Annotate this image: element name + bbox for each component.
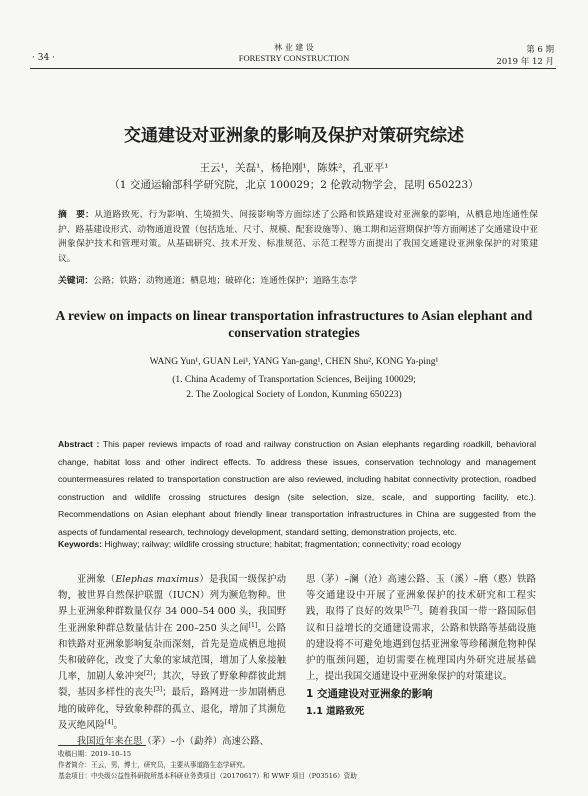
body-paragraph-2-cont (306, 572, 536, 685)
latin-name: Elephas maximus (115, 574, 200, 585)
issue-number: 第 6 期 (526, 45, 554, 55)
section-heading-1: 1 交通建设对亚洲象的影响 (306, 688, 433, 700)
abstract-en-text: This paper reviews impacts of road and railway construction on Asian elephants regarding roadkill, behavioral change, habitat loss and other indirect effects. To address these issues, conservation technology and management countermeasures related to transportation construction are also reviewed, including habitat connectivity protection, roadbed construction and wildlife crossing structures design (site selection, size, scale, and supporting facility, etc.). Recommendations on Asian elephant about friendly linear transportation infrastructures in China are suggested from the aspects of fundamental research, technology development, standard setting, demonstration projects, etc. (58, 439, 537, 537)
section-heading-1-1: 1.1 道路致死 (306, 706, 365, 717)
title-cn: 交通建设对亚洲象的影响及保护对策研究综述 (124, 126, 464, 146)
affiliation-en (0, 373, 588, 403)
body-column-right (306, 572, 536, 685)
footnote-fund: 基金项目：中央级公益性科研院所基本科研业务费项目（20170617）和 WWF 项目（P03516）资助 (58, 772, 357, 780)
abstract-cn-label: 摘 要： (58, 210, 95, 220)
citation: [2] (143, 670, 153, 678)
body-paragraph-1 (58, 572, 286, 734)
body-text: ）是我国一级保护动物，被世界自然保护联盟（IUCN）列为濒危物种。世界上亚洲象种群数量仅存 34 000–54 000 头，我国野生亚洲象种群总数量估计在 200–250 头之间 (58, 574, 286, 634)
issue-info (496, 44, 554, 68)
body-text: 。公路和铁路对亚洲象影响复杂而深刻，首先是造成栖息地损失和破碎化，改变了大象的家域范围，增加了人象接触几率，加剧人象冲突 (58, 622, 286, 683)
issue-date: 2019 年 12 月 (496, 57, 554, 67)
footnote-author: 作者简介：王云，男，博士，研究员，主要从事道路生态学研究。 (58, 761, 250, 769)
affiliation-cn: （1 交通运输部科学研究院，北京 100029；2 伦敦动物学会，昆明 650223） (109, 179, 479, 191)
abstract-en (58, 436, 536, 541)
body-text: ；最后，路网进一步加剧栖息地的破碎化，导致象种群的孤立、退化，增加了其濒危及灭绝风险 (58, 687, 286, 731)
citation: [1] (248, 621, 258, 629)
keywords-cn (58, 274, 538, 288)
affiliation-en-line-1: (1. China Academy of Transportation Sciences, Beijing 100029; (172, 375, 416, 385)
body-text: ；其次，导致了野象种群彼此割裂，基因多样性的丧失 (58, 671, 286, 699)
keywords-cn-text: 公路；铁路；动物通道；栖息地；破碎化；连通性保护；道路生态学 (93, 276, 358, 286)
body-text: 。 (113, 719, 123, 731)
title-en: A review on impacts on linear transportation infrastructures to Asian elephant and conservation strategies (55, 308, 533, 340)
body-text: 思（茅）–澜（沧）高速公路、玉（溪）–磨（憨）铁路等交通建设中开展了亚洲象保护的技术研究和工程实践，取得了良好的效果 (306, 574, 536, 618)
citation: [5–7] (403, 605, 420, 613)
abstract-en-label: Abstract : (58, 439, 100, 449)
header-rule (30, 68, 556, 69)
footnote-rule (58, 745, 146, 746)
body-paragraph-2: 我国近年来在思（茅）–小（勐养）高速公路、 (76, 736, 269, 748)
footnotes (58, 749, 538, 782)
page-number: · 34 · (32, 53, 55, 63)
authors-cn: 王云¹，关磊¹，杨艳刚¹，陈姝²，孔亚平¹ (199, 162, 389, 174)
citation: [4] (104, 718, 114, 726)
keywords-cn-label: 关键词： (58, 276, 94, 286)
keywords-en (58, 539, 538, 549)
journal-name-en: FORESTRY CONSTRUCTION (238, 53, 350, 63)
citation: [3] (153, 686, 163, 694)
body-text: 。随着我国一带一路国际倡议和日益增长的交通建设需求，公路和铁路等基础设施的建设将不可避免地遇到包括亚洲象等珍稀濒危物种保护的瓶颈问题，迫切需要在梳理国内外研究进展基础上，提出我国交通建设中亚洲象保护的对策建议。 (306, 606, 536, 683)
footnote-received: 收稿日期：2019–10–15 (58, 750, 132, 758)
keywords-en-label: Keywords: (58, 539, 102, 549)
body-text: 亚洲象（ (76, 574, 116, 585)
keywords-en-text: Highway; railway; wildlife crossing structure; habitat; fragmentation; connectivity; road ecology (104, 539, 462, 549)
body-column-left (58, 572, 286, 750)
abstract-cn (58, 208, 538, 266)
affiliation-en-line-2: 2. The Zoological Society of London, Kunming 650223) (186, 390, 402, 400)
journal-name-cn: 林 业 建 设 (274, 43, 314, 52)
abstract-cn-text: 从道路致死、行为影响、生境损失、间接影响等方面综述了公路和铁路建设对亚洲象的影响，从栖息地连通性保护、路基建设形式、动物通道设置（包括选址、尺寸、规模、配套设施等）、施工期和运营期保护等方面阐述了交通建设中亚洲象保护技术和管理对策。从基础研究、技术开发、标准规范、示范工程等方面提出了我国交通建设亚洲象保护的对策建议。 (58, 210, 538, 264)
authors-en: WANG Yun¹, GUAN Lei¹, YANG Yan-gang¹, CHEN Shu², KONG Ya-ping¹ (149, 357, 439, 367)
